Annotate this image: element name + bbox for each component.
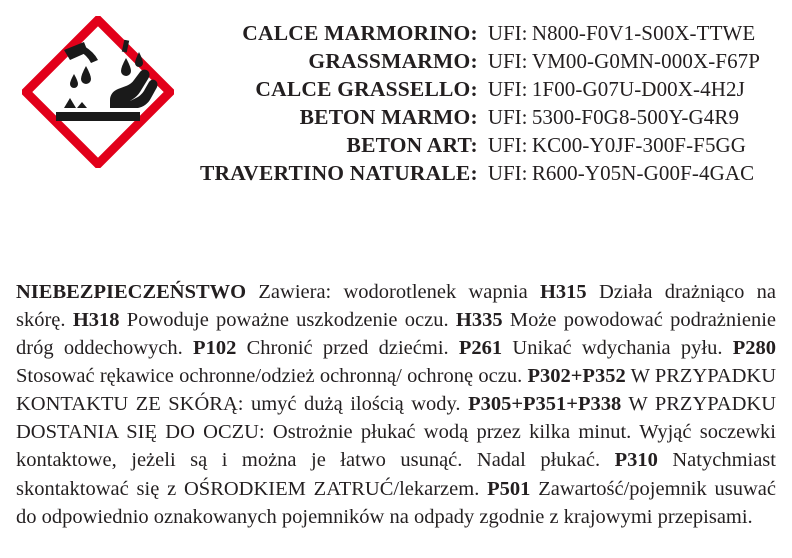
ufi-code: 1F00-G07U-D00X-4H2J bbox=[531, 76, 745, 101]
hazard-text: W PRZYPADKU DOSTANIA SIĘ DO OCZU: Ostrożnie płukać wodą przez kilka minut. Wyjąć soczewki kontaktowe, jeżeli są i można je łatwo usunąć. Nadal płukać. bbox=[16, 393, 776, 472]
hazard-code: P310 bbox=[614, 449, 658, 472]
ufi-code: VM00-G0MN-000X-F67P bbox=[531, 48, 761, 73]
product-name: TRAVERTINO NATURALE: bbox=[200, 160, 478, 185]
hazard-text: Działa drażniąco na skórę. bbox=[16, 281, 776, 332]
product-name: BETON MARMO: bbox=[299, 104, 478, 129]
hazard-code: H318 bbox=[72, 309, 120, 332]
ufi-row bbox=[200, 76, 792, 104]
ufi-row bbox=[200, 48, 792, 76]
ufi-code-table bbox=[200, 0, 792, 188]
hazard-text: Stosować rękawice ochronne/odzież ochronną/ ochronę oczu. bbox=[16, 365, 528, 388]
ufi-label: UFI: bbox=[487, 104, 528, 129]
hazard-code: H315 bbox=[539, 281, 587, 303]
hazard-text: Natychmiast skontaktować się z OŚRODKIEM ZATRUĆ/lekarzem. bbox=[16, 449, 776, 500]
hazard-text: Może powodować podrażnienie dróg oddechowych. bbox=[16, 309, 776, 360]
ufi-code: N800-F0V1-S00X-TTWE bbox=[531, 21, 756, 45]
ufi-label: UFI: bbox=[487, 132, 528, 157]
hazard-code: P501 bbox=[487, 477, 531, 500]
contains-text: Zawiera: wodorotlenek wapnia bbox=[246, 281, 540, 303]
hazard-code: P102 bbox=[193, 337, 237, 360]
hazard-code: P305+P351+P338 bbox=[468, 393, 622, 416]
ufi-label: UFI: bbox=[487, 76, 528, 101]
hazard-text: Unikać wdychania pyłu. bbox=[502, 337, 733, 360]
product-name: BETON ART: bbox=[346, 132, 478, 157]
product-name: CALCE GRASSELLO: bbox=[255, 76, 478, 101]
statement-segments bbox=[16, 281, 776, 528]
ghs-corrosion-icon bbox=[22, 16, 174, 168]
product-name: CALCE MARMORINO: bbox=[242, 21, 478, 45]
ufi-code: KC00-Y0JF-300F-F5GG bbox=[531, 132, 747, 157]
ufi-row bbox=[200, 104, 792, 132]
hazard-code: H335 bbox=[455, 309, 503, 332]
hazard-text: Zawartość/pojemnik usuwać do odpowiednio oznakowanych pojemników na odpady zgodnie z krajowymi przepisami. bbox=[16, 477, 777, 528]
ufi-label: UFI: bbox=[487, 48, 528, 73]
pictogram-container bbox=[0, 0, 200, 168]
ufi-code: R600-Y05N-G00F-4GAC bbox=[531, 160, 755, 185]
hazard-code: P280 bbox=[732, 337, 776, 360]
ufi-label: UFI: bbox=[487, 160, 528, 185]
header-block bbox=[0, 0, 792, 200]
ufi-row bbox=[200, 20, 792, 48]
hazard-code: P302+P352 bbox=[527, 365, 626, 388]
ufi-code: 5300-F0G8-500Y-G4R9 bbox=[531, 104, 740, 129]
hazard-code: P261 bbox=[458, 337, 503, 360]
signal-word: NIEBEZPIECZEŃSTWO bbox=[16, 281, 247, 303]
hazard-text: W PRZYPADKU KONTAKTU ZE SKÓRĄ: umyć dużą ilością wody. bbox=[16, 365, 776, 416]
hazard-text: Powoduje poważne uszkodzenie oczu. bbox=[119, 309, 456, 332]
hazard-statement-block bbox=[16, 278, 776, 531]
ufi-row bbox=[200, 160, 792, 188]
product-name: GRASSMARMO: bbox=[308, 48, 478, 73]
ufi-label: UFI: bbox=[487, 21, 528, 45]
ufi-row bbox=[200, 132, 792, 160]
hazard-text: Chronić przed dziećmi. bbox=[236, 337, 459, 360]
